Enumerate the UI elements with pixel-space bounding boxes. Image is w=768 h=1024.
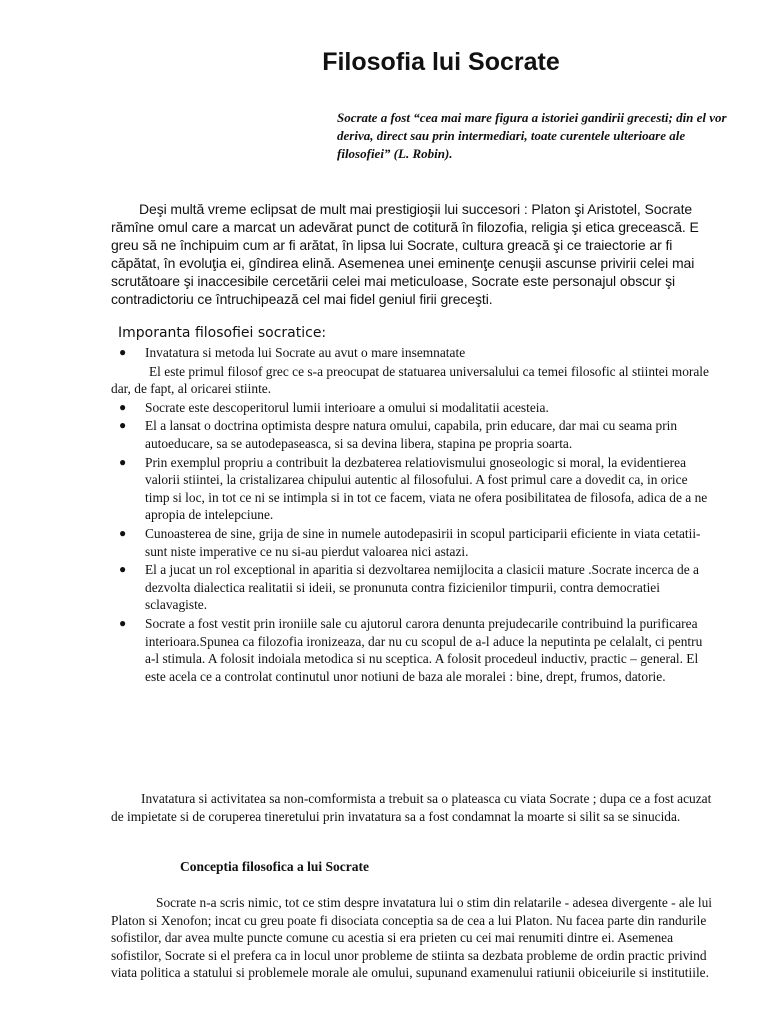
list-item-continuation <box>111 363 713 398</box>
death-paragraph: Invatatura si activitatea sa non-comformista a trebuit sa o plateasca cu viata Socrate ; dupa ce a fost acuzat de impietate si de coruperea tineretului prin invatatura sa a fost condamnat la moarte si silit sa se sinucida. <box>111 791 712 824</box>
list-item <box>111 561 713 614</box>
list-item-text: El a jucat un rol exceptional in aparitia si dezvoltarea nemijlocita a clasicii mature .Socrate incerca de a dezvolta dialectica realitatii si ideii, se pronunuta contra fizicienilor timpurii, contra democratiei sclavagiste. <box>145 562 699 613</box>
list-item <box>111 454 713 524</box>
bullet-icon: ● <box>119 615 127 630</box>
bullet-icon: ● <box>119 418 127 433</box>
list-item-text: Prin exemplul propriu a contribuit la dezbaterea relatiovismului gnoseologic si moral, la evidentierea valorii stiintei, la cristalizarea chipului autentic al filosofului. A fost primul care a dovedit ca, in orice timp si loc, in tot ce ni se intimpla si in tot ce facem, viata ne ofera posibilitatea de filosofa, adica de a ne apropia de intelepciune. <box>145 454 708 523</box>
bullet-icon: ● <box>119 399 127 414</box>
list-item-text: Socrate este descoperitorul lumii interioare a omului si modalitatii acesteia. <box>145 399 549 415</box>
section-heading: Conceptia filosofica a lui Socrate <box>180 859 369 874</box>
list-item <box>111 525 713 560</box>
list-item-text: El a lansat o doctrina optimista despre natura omului, capabila, prin educare, dar mai cu seama prin autoeducare, sa se autodepaseasca, si sa devina libera, stapina pe propria soarta. <box>145 418 678 451</box>
list-item-text: Cunoasterea de sine, grija de sine in numele autodepasirii in scopul participarii eficiente in viata cetatii- sunt niste imperative ce nu si-au pierdut valoarea nici astazi. <box>145 525 701 559</box>
bullet-icon: ● <box>119 345 127 359</box>
epigraph-quote: Socrate a fost “cea mai mare figura a istoriei gandirii grecesti; din el vor deriva, direct sau prin intermediari, toate curentele ulterioare ale filosofiei” (L. Robin). <box>337 110 727 161</box>
list-item <box>111 399 713 417</box>
list-item-text: Invatatura si metoda lui Socrate au avut o mare insemnatate <box>145 345 466 360</box>
bullet-icon: ● <box>119 525 127 540</box>
intro-paragraph: Deşi multă vreme eclipsat de mult mai prestigioşii lui succesori : Platon şi Aristotel, Socrate rămîne omul care a marcat un adevărat punct de cotitură în filozofia, religia şi etica grecească. E greu să ne închipuim cum ar fi arătat, în lipsa lui Socrate, cultura greacă şi ce traiectorie ar fi căpătat, în evoluţia ei, gîndirea elină. Asemenea unei eminenţe cenuşii ascunse privirii celei mai scrutătoare şi inaccesibile cercetării celei mai meticuloase, Socrate este personajul obscur şi contradictoriu ce întruchipează cel mai fidel geniul firii greceşti. <box>111 201 699 307</box>
list-item <box>111 344 713 362</box>
list-item <box>111 615 713 685</box>
importance-subtitle: Imporanta filosofiei socratice: <box>118 325 327 341</box>
bullet-icon: ● <box>119 454 127 469</box>
page-title: Filosofia lui Socrate <box>322 48 560 76</box>
bullet-icon: ● <box>119 562 127 577</box>
conception-paragraph: Socrate n-a scris nimic, tot ce stim despre invatatura lui o stim din relatarile - adesea divergente - ale lui Platon si Xenofon; incat cu greu poate fi disociata conceptia sa de cea a lui Platon. Nu facea parte din randurile sofistilor, dar avea multe puncte comune cu acestia si era prieten cu cei mai renumiti dintre ei. Asemenea sofistilor, Socrate si el prefera ca in locul unor probleme de stiinta sa dezbata probleme de ordin practic privind viata politica a statului si problemele morale ale omului, supunand examenului ratiunii obiceiurile si institutiile. <box>111 895 713 981</box>
list-item-text: El este primul filosof grec ce s-a preocupat de statuarea universalului ca temei filosofic al stiintei morale dar, de fapt, al oricarei stiinte. <box>111 363 709 397</box>
list-item-text: Socrate a fost vestit prin ironiile sale cu ajutorul carora denunta prejudecarile contribuind la purificarea interioara.Spunea ca filozofia ironizeaza, dar nu cu scopul de a-l aduce la neputinta pe celalalt, ci pentru a-l stimula. A folosit indoiala metodica si nu sceptica. A folosit procedeul inductiv, practic – general. El este acela ce a controlat continutul unor notiuni de baza ale moralei : bine, drept, frumos, datorie. <box>145 615 703 684</box>
list-item <box>111 417 713 452</box>
importance-list <box>111 344 713 686</box>
